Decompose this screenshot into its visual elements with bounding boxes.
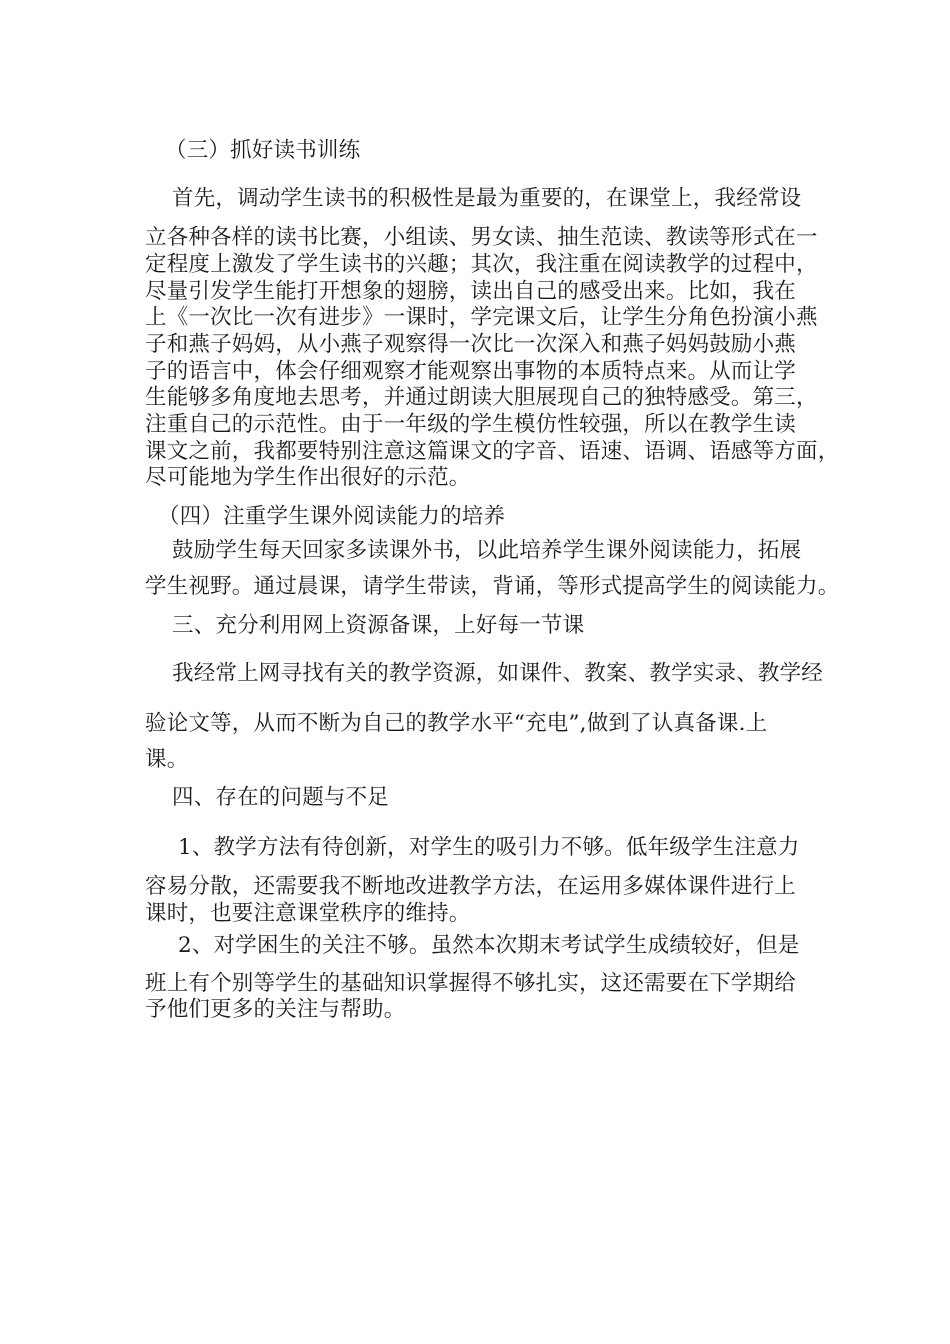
paragraph-line: 2、对学困生的关注不够。虽然本次期末考试学生成绩较好，但是: [178, 933, 800, 958]
section-heading-online-resources: 三、充分利用网上资源备课，上好每一节课: [172, 613, 585, 638]
section-heading-reading-training: （三）抓好读书训练: [165, 138, 361, 163]
paragraph-line: 课文之前，我都要特别注意这篇课文的字音、语速、语调、语感等方面，: [145, 439, 840, 464]
paragraph-line: 课。: [145, 747, 189, 772]
paragraph-line: 学生视野。通过晨课，请学生带读，背诵，等形式提高学生的阅读能力。: [145, 574, 840, 599]
paragraph-line: 鼓励学生每天回家多读课外书，以此培养学生课外阅读能力，拓展: [172, 538, 802, 563]
paragraph-line: 子的语言中，体会仔细观察才能观察出事物的本质特点来。从而让学: [145, 359, 797, 384]
section-heading-extracurricular-reading: （四）注重学生课外阅读能力的培养: [158, 504, 506, 529]
paragraph-line: 子和燕子妈妈，从小燕子观察得一次比一次深入和燕子妈妈鼓励小燕: [145, 332, 797, 357]
paragraph-line: 1、教学方法有待创新，对学生的吸引力不够。低年级学生注意力: [178, 835, 800, 860]
paragraph-line: 课时，也要注意课堂秩序的维持。: [145, 901, 471, 926]
paragraph-line: 班上有个别等学生的基础知识掌握得不够扎实，这还需要在下学期给: [145, 971, 797, 996]
paragraph-line: 注重自己的示范性。由于一年级的学生模仿性较强，所以在教学生读: [145, 412, 797, 437]
paragraph-line: 尽可能地为学生作出很好的示范。: [145, 465, 471, 490]
paragraph-line: 尽量引发学生能打开想象的翅膀，读出自己的感受出来。比如，我在: [145, 279, 797, 304]
paragraph-line: 验论文等，从而不断为自己的教学水平“充电”,做到了认真备课.上: [145, 711, 768, 736]
paragraph-line: 定程度上激发了学生读书的兴趣；其次，我注重在阅读教学的过程中，: [145, 252, 818, 277]
section-heading-problems: 四、存在的问题与不足: [172, 785, 390, 810]
paragraph-line: 首先，调动学生读书的积极性是最为重要的，在课堂上，我经常设: [172, 186, 802, 211]
paragraph-line: 我经常上网寻找有关的教学资源，如课件、教案、教学实录、教学经: [172, 661, 824, 686]
paragraph-line: 容易分散，还需要我不断地改进教学方法，在运用多媒体课件进行上: [145, 874, 797, 899]
paragraph-line: 予他们更多的关注与帮助。: [145, 997, 406, 1022]
paragraph-line: 立各种各样的读书比赛，小组读、男女读、抽生范读、教读等形式在一: [145, 225, 818, 250]
paragraph-line: 上《一次比一次有进步》一课时，学完课文后，让学生分角色扮演小燕: [145, 305, 818, 330]
paragraph-line: 生能够多角度地去思考，并通过朗读大胆展现自己的独特感受。第三，: [145, 385, 818, 410]
